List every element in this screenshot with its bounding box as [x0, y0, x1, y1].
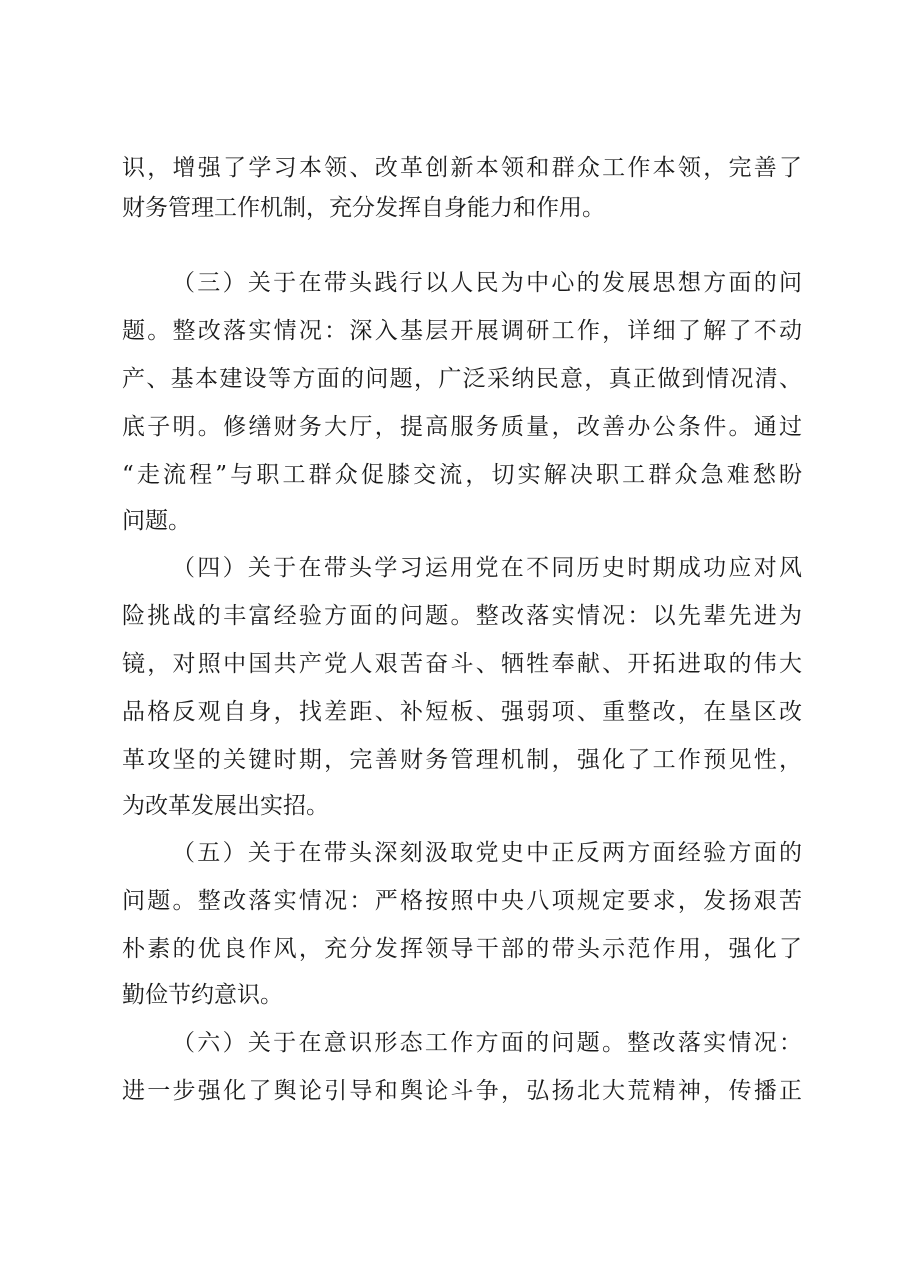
text-line: 问题。 [122, 508, 191, 534]
text-line: 底子明。修缮财务大厅，提高服务质量，改善办公条件。通过 [122, 414, 802, 440]
text-line: 品格反观自身，找差距、补短板、强弱项、重整改，在垦区改 [122, 699, 802, 725]
text-line: 进一步强化了舆论引导和舆论斗争，弘扬北大荒精神，传播正 [122, 1078, 802, 1104]
text-line: 财务管理工作机制，充分发挥自身能力和作用。 [122, 195, 605, 221]
text-line: 革攻坚的关键时期，完善财务管理机制，强化了工作预见性， [122, 747, 802, 773]
text-line: 镜，对照中国共产党人艰苦奋斗、牺牲奉献、开拓进取的伟大 [122, 651, 802, 677]
text-line: 险挑战的丰富经验方面的问题。整改落实情况：以先辈先进为 [122, 603, 802, 629]
text-line: 产、基本建设等方面的问题，广泛采纳民意，真正做到情况清、 [122, 366, 802, 392]
text-line: “走流程”与职工群众促膝交流，切实解决职工群众急难愁盼 [122, 462, 802, 488]
text-line: 朴素的优良作风，充分发挥领导干部的带头示范作用，强化了 [122, 936, 802, 962]
paragraph-heading-line: （五）关于在带头深刻汲取党史中正反两方面经验方面的 [172, 840, 802, 866]
text-line: 勤俭节约意识。 [122, 982, 283, 1008]
text-line: 题。整改落实情况：深入基层开展调研工作，详细了解了不动 [122, 318, 802, 344]
paragraph-heading-line: （四）关于在带头学习运用党在不同历史时期成功应对风 [172, 555, 802, 581]
text-line: 识，增强了学习本领、改革创新本领和群众工作本领，完善了 [122, 155, 802, 181]
text-line: 问题。整改落实情况：严格按照中央八项规定要求，发扬艰苦 [122, 888, 802, 914]
paragraph-heading-line: （三）关于在带头践行以人民为中心的发展思想方面的问 [172, 270, 802, 296]
paragraph-heading-line: （六）关于在意识形态工作方面的问题。整改落实情况： [172, 1030, 802, 1056]
text-line: 为改革发展出实招。 [122, 793, 329, 819]
